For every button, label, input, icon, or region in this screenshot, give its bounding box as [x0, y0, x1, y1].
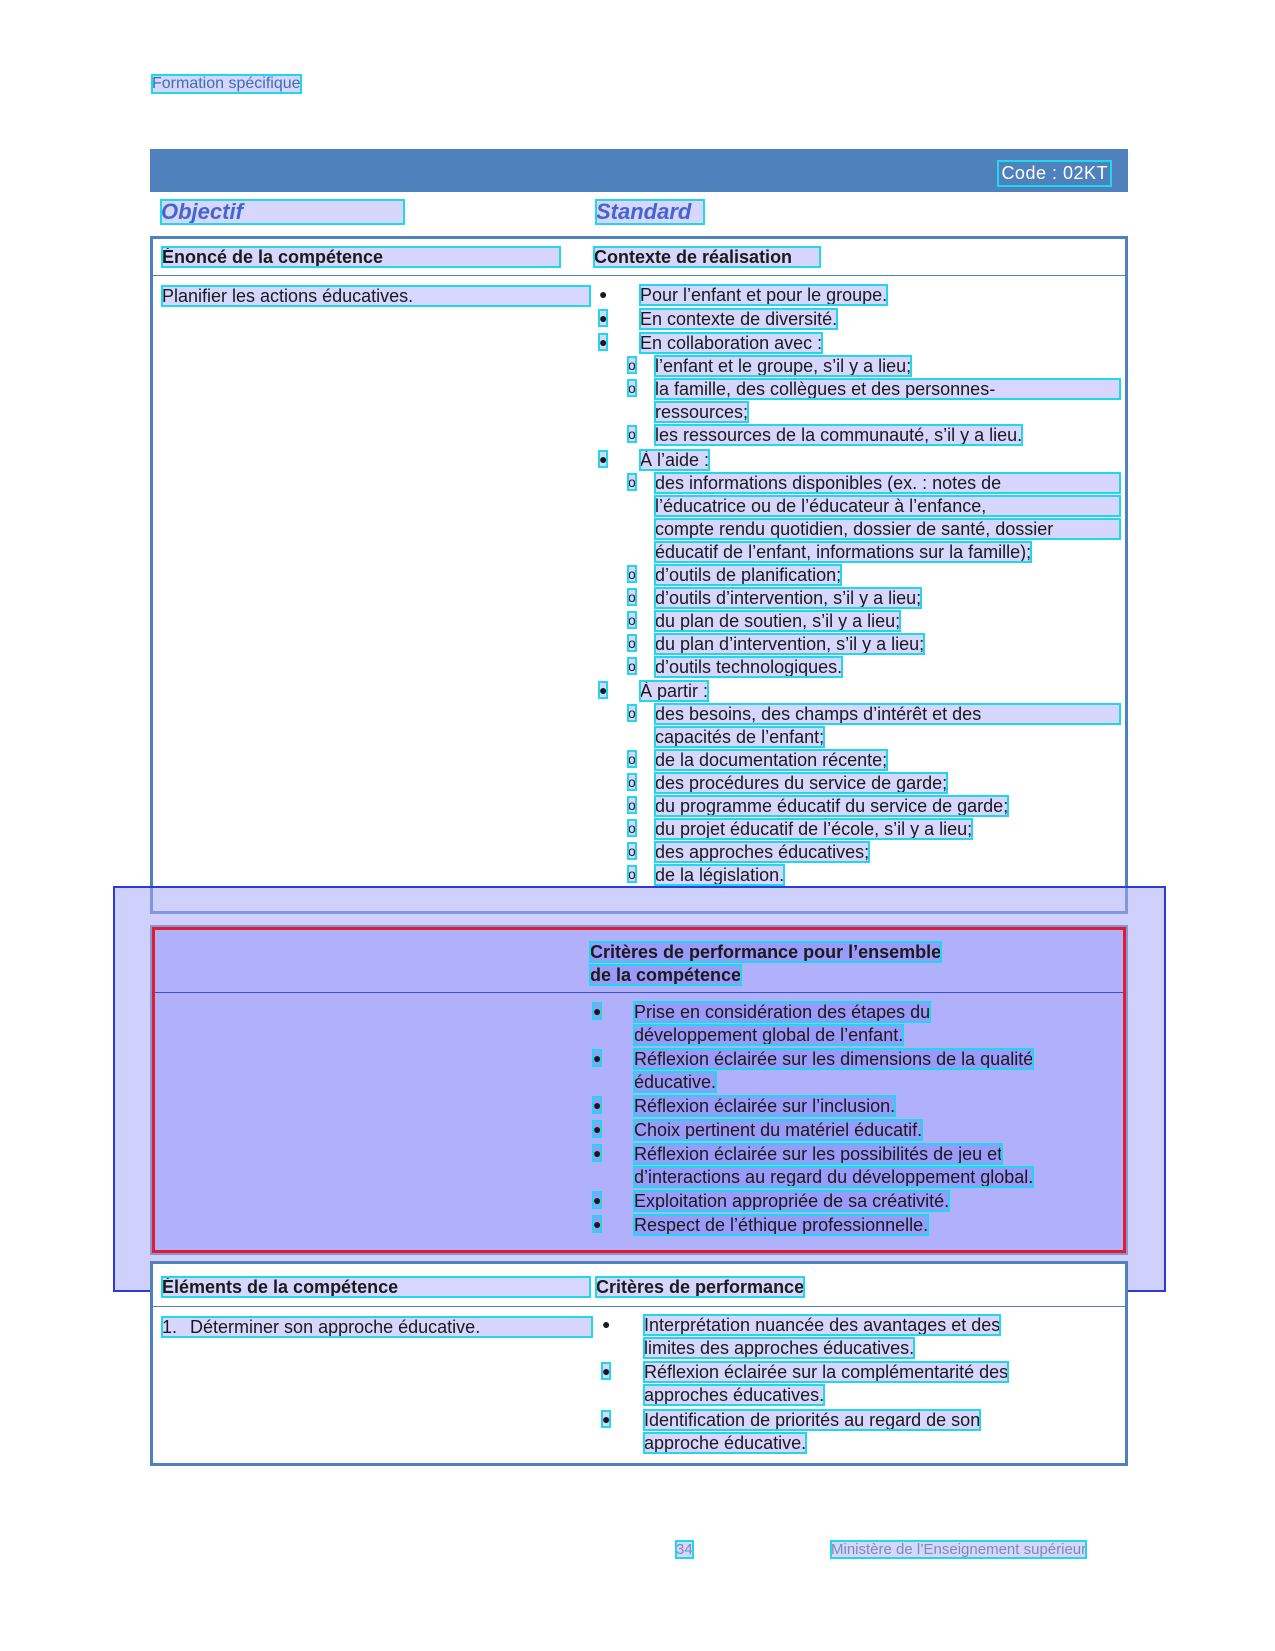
criteria-item: développement global de l’enfant. — [634, 1025, 904, 1045]
circle-bullet-icon: o — [628, 566, 636, 582]
element-1-text: Déterminer son approche éducative. — [190, 1317, 481, 1337]
list-item: de la documentation récente; — [655, 750, 888, 770]
objectif-title: Objectif — [161, 200, 404, 224]
list-item: les ressources de la communauté, s’il y a lieu. — [655, 425, 1023, 445]
circle-bullet-icon: o — [628, 635, 636, 651]
standard-title: Standard — [596, 200, 704, 224]
criteria-item: Respect de l’éthique professionnelle. — [634, 1215, 929, 1235]
criteria-item: Réflexion éclairée sur la complémentarité des — [644, 1362, 1009, 1382]
elements-table — [150, 1261, 1128, 1466]
bullet-icon: ● — [593, 1121, 602, 1137]
list-item: des approches éducatives; — [655, 842, 870, 862]
criteria-item: d’interactions au regard du développement global. — [634, 1167, 1034, 1187]
statement-heading: Énoncé de la compétence — [162, 247, 560, 267]
list-item: capacités de l’enfant; — [655, 727, 825, 747]
list-item: d’outils technologiques. — [655, 657, 843, 677]
list-item: En collaboration avec : — [640, 333, 823, 353]
list-item: compte rendu quotidien, dossier de santé, dossier — [655, 519, 1120, 539]
global-criteria-heading-line-1: Critères de performance pour l’ensemble — [590, 942, 942, 962]
circle-bullet-icon: o — [628, 751, 636, 767]
global-criteria-heading-line-2: de la compétence — [590, 965, 742, 985]
circle-bullet-icon: o — [628, 705, 636, 721]
list-item: du projet éducatif de l’école, s’il y a lieu; — [655, 819, 973, 839]
bullet-icon: ● — [593, 1097, 602, 1113]
criteria-item: Interprétation nuancée des avantages et des — [644, 1315, 1001, 1335]
list-item: éducatif de l’enfant, informations sur la famille); — [655, 542, 1032, 562]
bullet-icon: ● — [599, 310, 608, 326]
list-item: À partir : — [640, 681, 709, 701]
list-item: du plan d’intervention, s’il y a lieu; — [655, 634, 925, 654]
bullet-icon: ● — [599, 451, 608, 467]
running-header: Formation spécifique — [152, 75, 301, 92]
competence-table — [150, 236, 1128, 914]
criteria-item: Prise en considération des étapes du — [634, 1002, 931, 1022]
code-bar — [150, 149, 1128, 192]
circle-bullet-icon: o — [628, 474, 636, 490]
circle-bullet-icon: o — [628, 658, 636, 674]
circle-bullet-icon: o — [628, 866, 636, 882]
circle-bullet-icon: o — [628, 843, 636, 859]
competency-code: Code : 02KT — [1001, 163, 1108, 183]
criteria-item: approches éducatives. — [644, 1385, 825, 1405]
circle-bullet-icon: o — [628, 797, 636, 813]
circle-bullet-icon: o — [628, 380, 636, 396]
circle-bullet-icon: o — [628, 589, 636, 605]
bullet-icon: ● — [602, 1411, 611, 1427]
list-item: ressources; — [655, 402, 749, 422]
criteria-heading: Critères de performance — [596, 1277, 805, 1297]
element-1-number: 1. — [162, 1317, 178, 1337]
list-item: des informations disponibles (ex. : notes de — [655, 473, 1120, 493]
bullet-icon: ● — [599, 682, 608, 698]
criteria-item: Exploitation appropriée de sa créativité. — [634, 1191, 950, 1211]
list-item: En contexte de diversité. — [640, 309, 838, 329]
bullet-icon: ● — [593, 1192, 602, 1208]
list-item: d’outils d’intervention, s’il y a lieu; — [655, 588, 922, 608]
global-criteria-region — [152, 927, 1126, 1253]
bullet-icon: ● — [593, 1050, 602, 1066]
criteria-item: Choix pertinent du matériel éducatif. — [634, 1120, 923, 1140]
list-item: l’enfant et le groupe, s’il y a lieu; — [655, 356, 912, 376]
criteria-item: Identification de priorités au regard de son — [644, 1410, 981, 1430]
list-item: À l’aide : — [640, 450, 710, 470]
list-item: de la législation. — [655, 865, 785, 885]
list-item: du programme éducatif du service de garde; — [655, 796, 1009, 816]
context-heading: Contexte de réalisation — [594, 247, 820, 267]
criteria-item: approche éducative. — [644, 1433, 807, 1453]
bullet-icon: ● — [593, 1216, 602, 1232]
ministry-footer: Ministère de l’Enseignement supérieur — [831, 1541, 1087, 1558]
list-item: d’outils de planification; — [655, 565, 842, 585]
list-item: des besoins, des champs d’intérêt et des — [655, 704, 1120, 724]
elements-heading: Éléments de la compétence — [162, 1277, 590, 1297]
bullet-icon: ● — [599, 334, 608, 350]
list-item: la famille, des collègues et des personnes- — [655, 379, 1120, 399]
page-number: 34 — [676, 1541, 693, 1558]
criteria-item: Réflexion éclairée sur les dimensions de la qualité — [634, 1049, 1034, 1069]
element-1 — [162, 1317, 592, 1337]
circle-bullet-icon: o — [628, 612, 636, 628]
list-item: des procédures du service de garde; — [655, 773, 948, 793]
circle-bullet-icon: o — [628, 357, 636, 373]
list-item: Pour l’enfant et pour le groupe. — [640, 285, 888, 305]
bullet-icon: ● — [593, 1145, 602, 1161]
bullet-icon: ● — [602, 1363, 611, 1379]
bullet-icon: ● — [599, 286, 608, 302]
list-item: l’éducatrice ou de l’éducateur à l’enfance, — [655, 496, 1120, 516]
bullet-icon: ● — [602, 1316, 611, 1332]
list-item: du plan de soutien, s’il y a lieu; — [655, 611, 901, 631]
criteria-item: Réflexion éclairée sur l’inclusion. — [634, 1096, 896, 1116]
circle-bullet-icon: o — [628, 426, 636, 442]
criteria-item: Réflexion éclairée sur les possibilités de jeu et — [634, 1144, 1003, 1164]
bullet-icon: ● — [593, 1003, 602, 1019]
circle-bullet-icon: o — [628, 774, 636, 790]
circle-bullet-icon: o — [628, 820, 636, 836]
competence-statement: Planifier les actions éducatives. — [162, 286, 590, 306]
criteria-item: limites des approches éducatives. — [644, 1338, 915, 1358]
criteria-item: éducative. — [634, 1072, 717, 1092]
